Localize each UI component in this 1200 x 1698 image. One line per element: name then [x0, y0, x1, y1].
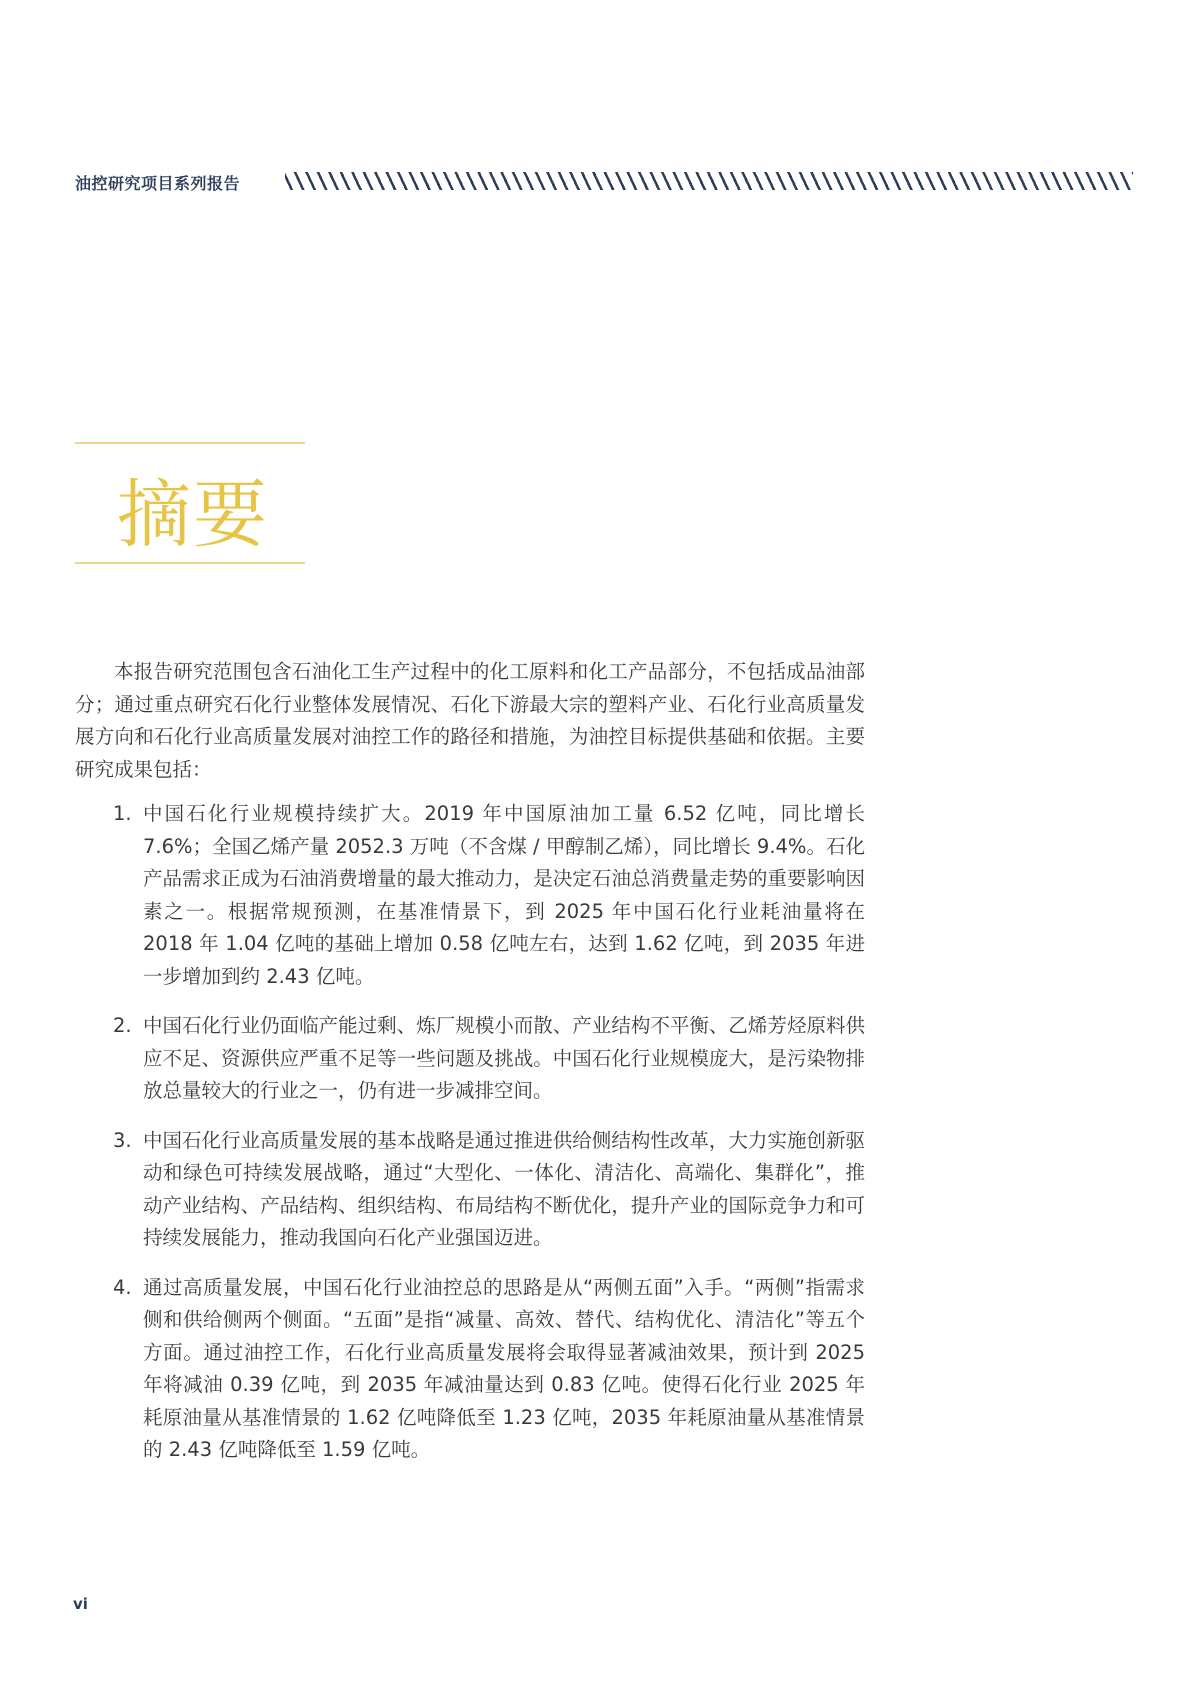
abstract-body: [75, 656, 865, 1484]
header-hatch-decoration: [285, 172, 1133, 190]
findings-list: [75, 798, 865, 1467]
finding-text: 中国石化行业仍面临产能过剩、炼厂规模小而散、产业结构不平衡、乙烯芳烃原料供应不足、资源供应严重不足等一些问题及挑战。中国石化行业规模庞大，是污染物排放总量较大的行业之一，仍有进一步减排空间。: [143, 1014, 865, 1102]
finding-item: [75, 1125, 865, 1255]
finding-text: 中国石化行业高质量发展的基本战略是通过推进供给侧结构性改革，大力实施创新驱动和绿色可持续发展战略，通过“大型化、一体化、清洁化、高端化、集群化”，推动产业结构、产品结构、组织结构、布局结构不断优化，提升产业的国际竞争力和可持续发展能力，推动我国向石化产业强国迈进。: [143, 1128, 865, 1249]
finding-item: [75, 798, 865, 993]
finding-item: [75, 1010, 865, 1108]
report-series-title: 油控研究项目系列报告: [75, 174, 241, 193]
finding-text: 中国石化行业规模持续扩大。2019 年中国原油加工量 6.52 亿吨，同比增长 7.6%；全国乙烯产量 2052.3 万吨（不含煤 / 甲醇制乙烯），同比增长 9.4%。石化产品需求正成为石油消费增量的最大推动力，是决定石油总消费量走势的重要影响因素之一。根据常规预测，在基准情景下，到 2025 年中国石化行业耗油量将在 2018 年 1.04 亿吨的基础上增加 0.58 亿吨左右，达到 1.62 亿吨，到 2035 年进一步增加到约 2.43 亿吨。: [143, 802, 865, 988]
intro-paragraph: 本报告研究范围包含石油化工生产过程中的化工原料和化工产品部分，不包括成品油部分；通过重点研究石化行业整体发展情况、石化下游最大宗的塑料产业、石化行业高质量发展方向和石化行业高质量发展对油控工作的路径和措施，为油控目标提供基础和依据。主要研究成果包括：: [75, 660, 865, 781]
section-title: 摘要: [117, 472, 269, 558]
page-number: vi: [73, 1595, 88, 1613]
section-title-box: [75, 442, 305, 564]
finding-text: 通过高质量发展，中国石化行业油控总的思路是从“两侧五面”入手。“两侧”指需求侧和供给侧两个侧面。“五面”是指“减量、高效、替代、结构优化、清洁化”等五个方面。通过油控工作，石化行业高质量发展将会取得显著减油效果，预计到 2025 年将减油 0.39 亿吨，到 2035 年减油量达到 0.83 亿吨。使得石化行业 2025 年耗原油量从基准情景的 1.62 亿吨降低至 1.23 亿吨，2035 年耗原油量从基准情景的 2.43 亿吨降低至 1.59 亿吨。: [143, 1275, 865, 1461]
finding-number: 1.: [113, 802, 132, 825]
finding-number: 3.: [113, 1128, 132, 1152]
finding-number: 2.: [113, 1014, 132, 1037]
finding-number: 4.: [113, 1275, 132, 1299]
finding-item: [75, 1272, 865, 1467]
